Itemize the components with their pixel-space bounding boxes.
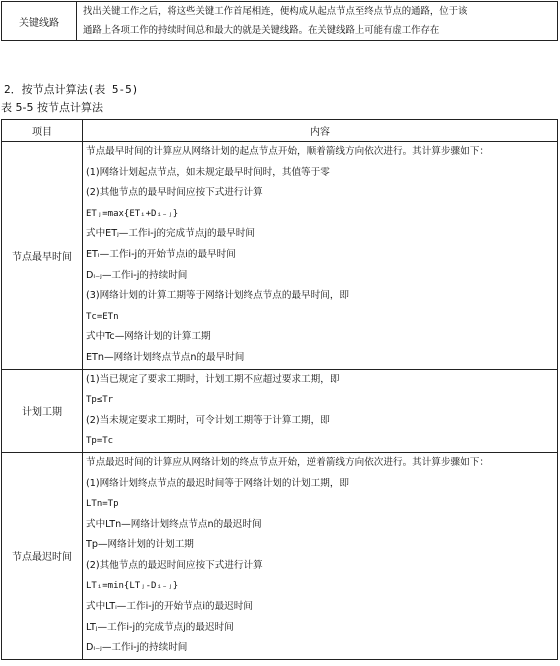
content-line: ETᵢ—工作i-j的开始节点i的最早时间 [86, 248, 236, 260]
header-content: 内容 [83, 120, 558, 142]
content-line: (1)网络计划起点节点，如未规定最早时间时，其值等于零 [86, 166, 330, 178]
content-line: (3)网络计划的计算工期等于网络计划终点节点的最早时间，即 [86, 290, 350, 302]
definition-table [1, 1, 558, 41]
content-line: 式中Tc—网络计划的计算工期 [86, 331, 211, 343]
definition-cell [77, 2, 558, 41]
row-label: 计划工期 [2, 369, 83, 452]
content-line: 式中LTn—网络计划终点节点n的最迟时间 [86, 518, 262, 530]
content-line: (2)其他节点的最迟时间应按下式进行计算 [86, 559, 263, 571]
table-row-latest-time [2, 452, 558, 659]
content-line: Tp—网络计划的计划工期 [86, 539, 194, 551]
content-line: Dᵢ₋ⱼ—工作i-j的持续时间 [86, 642, 188, 654]
content-line: (1)网络计划终点节点的最迟时间等于网络计划的计划工期，即 [86, 477, 350, 489]
row-label: 节点最迟时间 [2, 452, 83, 659]
table-caption: 表 5-5 按节点计算法 [1, 101, 103, 114]
formula-line: ETⱼ=max{ETᵢ+Dᵢ₋ⱼ} [86, 208, 179, 219]
content-cell [83, 369, 558, 452]
content-line: LTⱼ—工作i-j的完成节点j的最迟时间 [86, 621, 234, 633]
content-line: Dᵢ₋ⱼ—工作i-j的持续时间 [86, 269, 188, 281]
content-line: 式中ETⱼ—工作i-j的完成节点j的最早时间 [86, 228, 255, 240]
content-cell [83, 452, 558, 659]
formula-line: Tc=ETn [86, 311, 119, 322]
content-cell [83, 142, 558, 370]
content-line: (2)其他节点的最早时间应按下式进行计算 [86, 187, 263, 199]
formula-line: Tp≤Tr [86, 395, 114, 406]
content-line: (1)当已规定了要求工期时，计划工期不应超过要求工期，即 [86, 373, 340, 385]
formula-line: LTn=Tp [86, 499, 119, 510]
definition-row [2, 2, 558, 41]
definition-line-2: 通路上各项工作的持续时间总和最大的就是关键线路。在关键线路上可能有虚工作存在 [83, 25, 440, 36]
formula-line: LTᵢ=min{LTⱼ-Dᵢ₋ⱼ} [86, 581, 179, 592]
content-line: 节点最迟时间的计算应从网络计划的终点节点开始，逆着箭线方向依次进行。其计算步骤如下： [86, 456, 489, 468]
table-row-earliest-time [2, 142, 558, 370]
header-row [2, 120, 558, 142]
content-line: ETn—网络计划终点节点n的最早时间 [86, 351, 245, 363]
formula-line: Tp=Tc [86, 436, 114, 447]
content-line: 节点最早时间的计算应从网络计划的起点节点开始，顺着箭线方向依次进行。其计算步骤如下： [86, 146, 489, 157]
header-item: 项目 [2, 120, 83, 142]
term-cell: 关键线路 [2, 2, 77, 41]
content-line: (2)当未规定要求工期时，可令计划工期等于计算工期，即 [86, 414, 330, 426]
definition-line-1: 找出关键工作之后，将这些关键工作首尾相连，便构成从起点节点至终点节点的通路，位于该 [83, 6, 468, 17]
section-heading: 2．按节点计算法(表 5-5) [4, 83, 139, 96]
table-row-planned-duration [2, 369, 558, 452]
content-line: 式中LTᵢ—工作i-j的开始节点i的最迟时间 [86, 601, 253, 613]
row-label: 节点最早时间 [2, 142, 83, 370]
node-calculation-table [1, 119, 558, 660]
